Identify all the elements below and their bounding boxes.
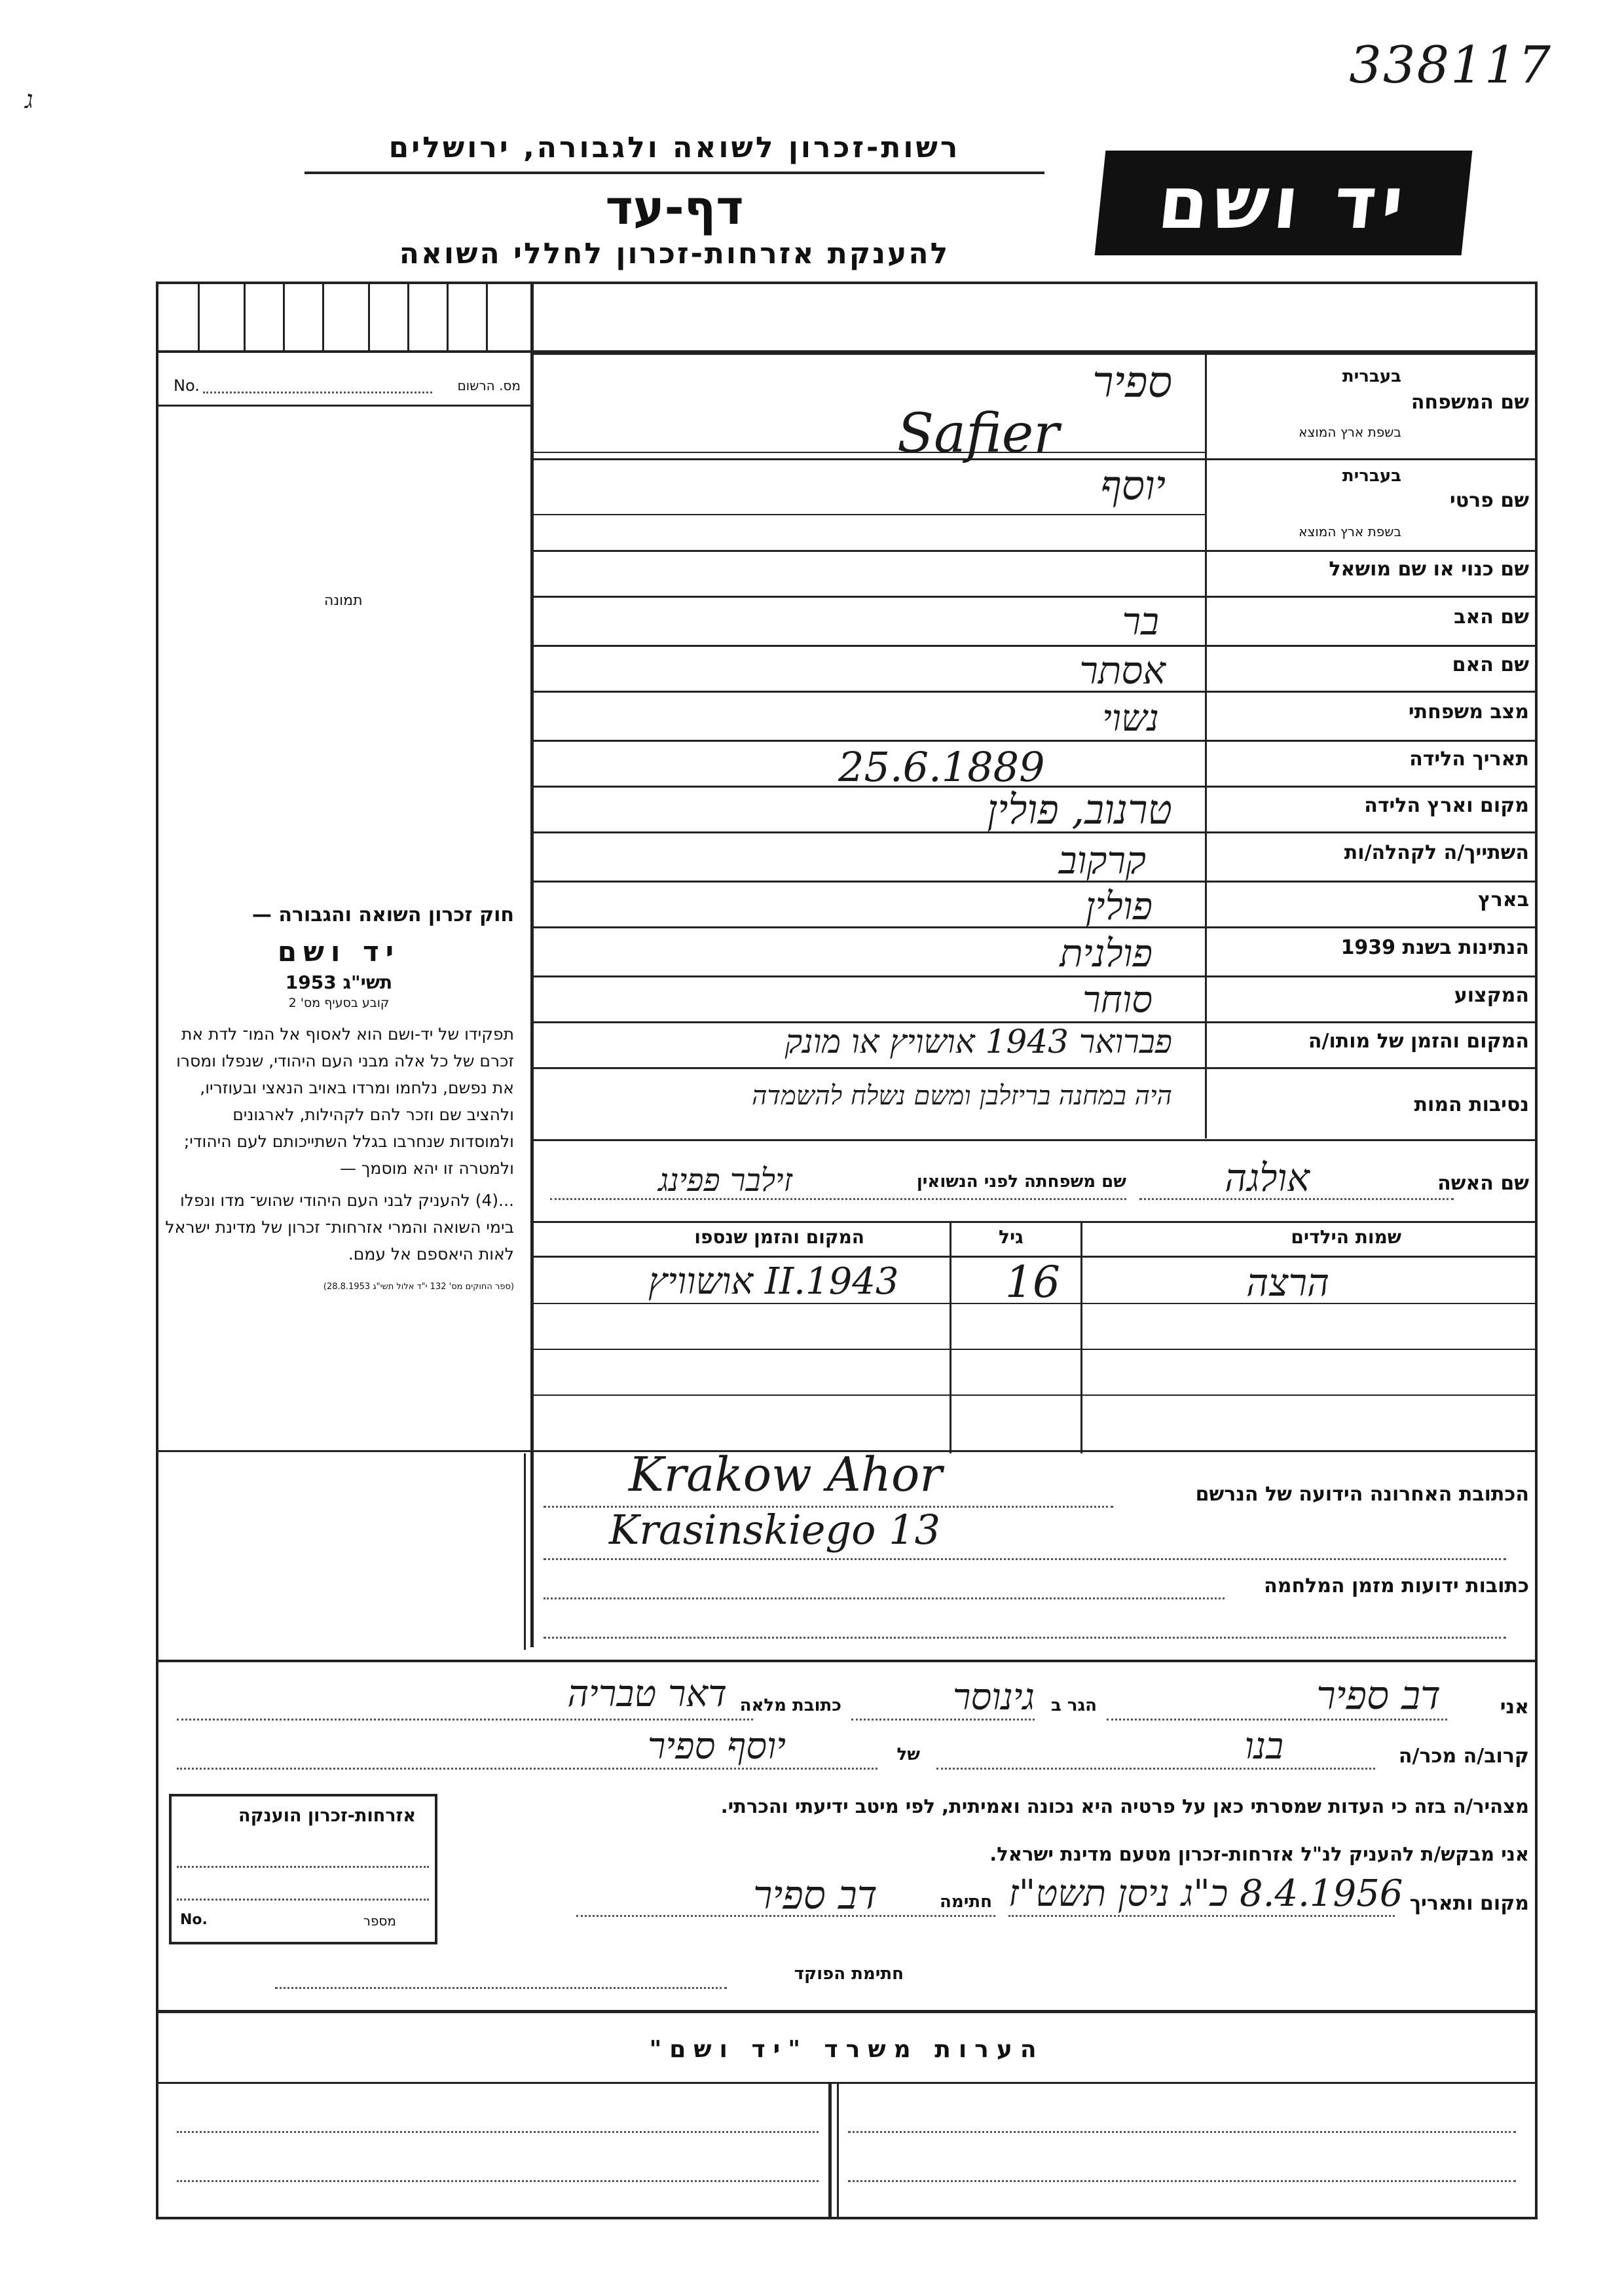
law-text-1: תפקידו של יד-ושם הוא לאסוף אל המו־ לדת את זכרם של כל אלה מבני העם היהודי, שנפלו ומסרו את נפשם, נלחמו ומרדו באויב הנאצי ובעוזריו, ולהציב שם וזכר להם לקהילות, לארגונים ולמוסדות שנחרבו בגלל השתייכותם לעם היהודי; ולמטרה זו יהא מוסמך — <box>176 1025 514 1178</box>
marital-status-label: מצב משפחתי <box>1408 701 1529 723</box>
family-name-sub-origin: בשפת ארץ המוצא <box>1299 424 1401 440</box>
wife-value: אולגה <box>1225 1156 1310 1200</box>
law-title: חוק זכרון השואה והגבורה — <box>251 903 514 926</box>
declaration-text-1: מצהיר/ה בזה כי העדות שמסרתי כאן על פרטיה היא נכונה ואמיתית, לפי מיטב ידיעתי והכרתי. <box>720 1795 1529 1817</box>
profession-label: המקצוע <box>1454 984 1529 1007</box>
reg-number-boxes <box>158 284 532 350</box>
birth-place-value: טרנוב, פולין <box>987 786 1172 833</box>
deceased-sig-label: חתימת הפוקד <box>794 1964 904 1984</box>
family-name-sub-hebrew: בעברית <box>1342 367 1401 386</box>
nationality-label: הנתינות בשנת 1939 <box>1340 936 1529 959</box>
declaration-text-2: אני מבקש/ת להעניק לנ"ל אזרחות-זכרון מטעם מדינת ישראל. <box>989 1843 1529 1865</box>
child-place-time-value: אושוויץ II.1943 <box>648 1260 899 1303</box>
place-date-value: 8.4.1956 כ"ג ניסן תשט"ז <box>1008 1872 1403 1915</box>
law-year: תשי"ג 1953 <box>285 972 393 993</box>
given-name-sub-hebrew: בעברית <box>1342 466 1401 486</box>
reg-no-label: מס. הרשום <box>457 378 521 393</box>
photo-label: תמונה <box>324 592 363 609</box>
wife-maiden-value: זילבר פפינג <box>658 1162 792 1199</box>
death-circumstances-value: היה במחנה בריזלבן ומשם נשלח להשמדה <box>752 1081 1172 1111</box>
declarant-name-value: דב ספיר <box>1316 1673 1441 1719</box>
country-label: בארץ <box>1477 888 1529 911</box>
signature-value: דב ספיר <box>753 1872 877 1918</box>
archive-number: 338117 <box>1349 36 1552 95</box>
header-authority: רשות-זכרון לשואה ולגבורה, ירושלים <box>388 131 961 164</box>
law-name: יד ושם <box>277 936 401 968</box>
death-circumstances-label: נסיבות המות <box>1414 1093 1529 1116</box>
law-clause: קובע בסעיף מס' 2 <box>288 996 390 1010</box>
birth-date-value: 25.6.1889 <box>838 743 1045 791</box>
wife-label: שם האשה <box>1437 1172 1529 1195</box>
father-name-value: בר <box>1122 599 1159 644</box>
signature-label: חתימה <box>940 1892 992 1912</box>
mother-name-value: אסתר <box>1079 648 1166 693</box>
yad-vashem-logo <box>1095 151 1473 255</box>
children-header-names: שמות הילדים <box>1291 1226 1401 1248</box>
form-subtitle: להענקת אזרחות-זכרון לחללי השואה <box>399 237 950 270</box>
declarant-resides-label: הגר ב <box>1050 1696 1097 1715</box>
community-label: השתייך/ה לקהלה/ות <box>1344 841 1529 864</box>
death-place-time-value: פברואר 1943 אושויץ או מונק <box>784 1023 1172 1061</box>
law-source: (ספר החוקים מס' 132 י"ד אלול תשי"ג 28.8.1953) <box>323 1282 514 1292</box>
birth-date-label: תאריך הלידה <box>1409 748 1529 771</box>
citizenship-number-label: מספר <box>363 1913 396 1929</box>
profession-value: סוחר <box>1082 979 1153 1021</box>
marital-status-value: נשוי <box>1102 697 1159 740</box>
of-value: יוסף ספיר <box>647 1725 786 1768</box>
full-address-label: כתובת מלאה <box>739 1696 841 1715</box>
birth-place-label: מקום וארץ הלידה <box>1364 794 1529 817</box>
office-notes-title: הערות משרד "יד ושם" <box>649 2036 1044 2063</box>
last-address-value-1: Krakow Ahor <box>629 1447 942 1502</box>
full-address-value: דאר טבריה <box>567 1673 727 1715</box>
of-label: של <box>896 1745 920 1764</box>
family-name-origin-value: Safier <box>897 403 1060 465</box>
given-name-label: שם פרטי <box>1449 489 1529 512</box>
corner-mark: ג <box>25 85 33 114</box>
relation-value: בנו <box>1244 1725 1283 1768</box>
law-box <box>164 903 514 1292</box>
mother-name-label: שם האם <box>1452 653 1529 676</box>
citizenship-number-en: No. <box>180 1912 208 1928</box>
last-address-label: הכתובת האחרונה הידועה של הנרשם <box>1195 1483 1529 1506</box>
children-header-age: גיל <box>999 1226 1024 1248</box>
given-name-hebrew-value: יוסף <box>1100 462 1166 509</box>
citizenship-box-title: אזרחות-זכרון הוענקה <box>238 1806 416 1826</box>
family-name-hebrew-value: ספיר <box>1092 357 1172 407</box>
logo-text: יד ושם <box>1154 161 1413 245</box>
death-place-time-label: המקום והזמן של מותו/ה <box>1308 1030 1529 1053</box>
wife-maiden-label: שם משפחתה לפני הנשואין <box>916 1172 1126 1192</box>
nationality-value: פולנית <box>1060 931 1153 975</box>
children-header-place-time: המקום והזמן שנספו <box>694 1226 864 1248</box>
nickname-label: שם כנוי או שם מושאל <box>1329 558 1529 581</box>
wartime-address-label: כתובות ידועות מזמן המלחמה <box>1264 1575 1529 1597</box>
family-name-label: שם המשפחה <box>1411 391 1529 414</box>
law-text-2: ...(4) להעניק לבני העם היהודי שהוש־ מדו ונפלו בימי השואה והמרי אזרחות־ זכרון של מדינת ישראל לאות היאספם אל עמם. <box>165 1191 514 1264</box>
father-name-label: שם האב <box>1454 606 1529 629</box>
child-age-value: 16 <box>1005 1257 1060 1307</box>
form-title: דף-עד <box>605 180 744 235</box>
declarant-resides-value: גינוסר <box>952 1676 1035 1719</box>
last-address-value-2: Krasinskiego 13 <box>609 1506 941 1554</box>
given-name-sub-origin: בשפת ארץ המוצא <box>1299 524 1401 539</box>
child-name-value: הרצה <box>1246 1260 1329 1305</box>
country-value: פולין <box>1085 884 1153 928</box>
reg-no-en: No. <box>174 376 200 395</box>
declarant-i-label: אני <box>1500 1696 1529 1719</box>
place-date-label: מקום ותאריך <box>1409 1892 1529 1915</box>
relation-label: קרוב/ה מכר/ה <box>1398 1745 1529 1768</box>
community-value: קרקוב <box>1058 838 1146 883</box>
